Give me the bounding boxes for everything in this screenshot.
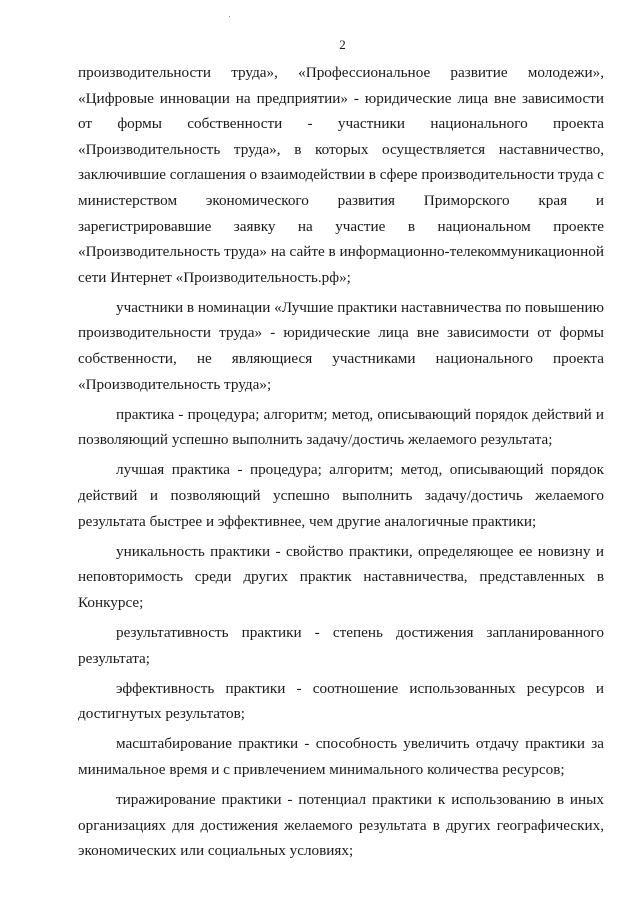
page-number: 2 <box>339 37 346 52</box>
scan-dot <box>229 16 230 17</box>
body-text <box>78 60 604 868</box>
paragraph-definition-efficiency: эффективность практики - соотношение использованных ресурсов и достигнутых результатов; <box>78 679 604 723</box>
paragraph-participants-continued: производительности труда», «Профессиональное развитие молодежи», «Цифровые инновации на предприятии» - юридические лица вне зависимости от формы собственности - участники национального проекта «Производительность труда», в которых осуществляется наставничество, заключившие соглашения о взаимодействии в сфере производительности труда с министерством экономического развития Приморского края и зарегистрировавшие заявку на участие в национальном проекте «Производительность труда» на сайте в информационно-телекоммуникационной сети Интернет «Производительность.рф»; <box>78 64 605 286</box>
paragraph-definition-effectiveness-result: результативность практики - степень достижения запланированного результата; <box>78 623 604 667</box>
paragraph-definition-practice: практика - процедура; алгоритм; метод, описывающий порядок действий и позволяющий успешно выполнить задачу/достичь желаемого результата; <box>78 405 604 449</box>
paragraph-definition-uniqueness: уникальность практики - свойство практики, определяющее ее новизну и неповторимость среди других практик наставничества, представленных в Конкурсе; <box>78 542 604 611</box>
paragraph-definition-scaling: масштабирование практики - способность увеличить отдачу практики за минимальное время и с привлечением минимального количества ресурсов; <box>78 735 604 778</box>
paragraph-definition-best-practice: лучшая практика - процедура; алгоритм; метод, описывающий порядок действий и позволяющий успешно выполнить задачу/достичь желаемого результата быстрее и эффективнее, чем другие аналогичные практики; <box>78 461 604 530</box>
paragraph-definition-replication: тиражирование практики - потенциал практики к использованию в иных организациях для достижения желаемого результата в других географических, экономических или социальных условиях; <box>78 791 604 860</box>
paragraph-participants-best-practices: участники в номинации «Лучшие практики наставничества по повышению производительности труда» - юридические лица вне зависимости от формы собственности, не являющиеся участниками национального проекта «Производительность труда»; <box>78 298 604 393</box>
